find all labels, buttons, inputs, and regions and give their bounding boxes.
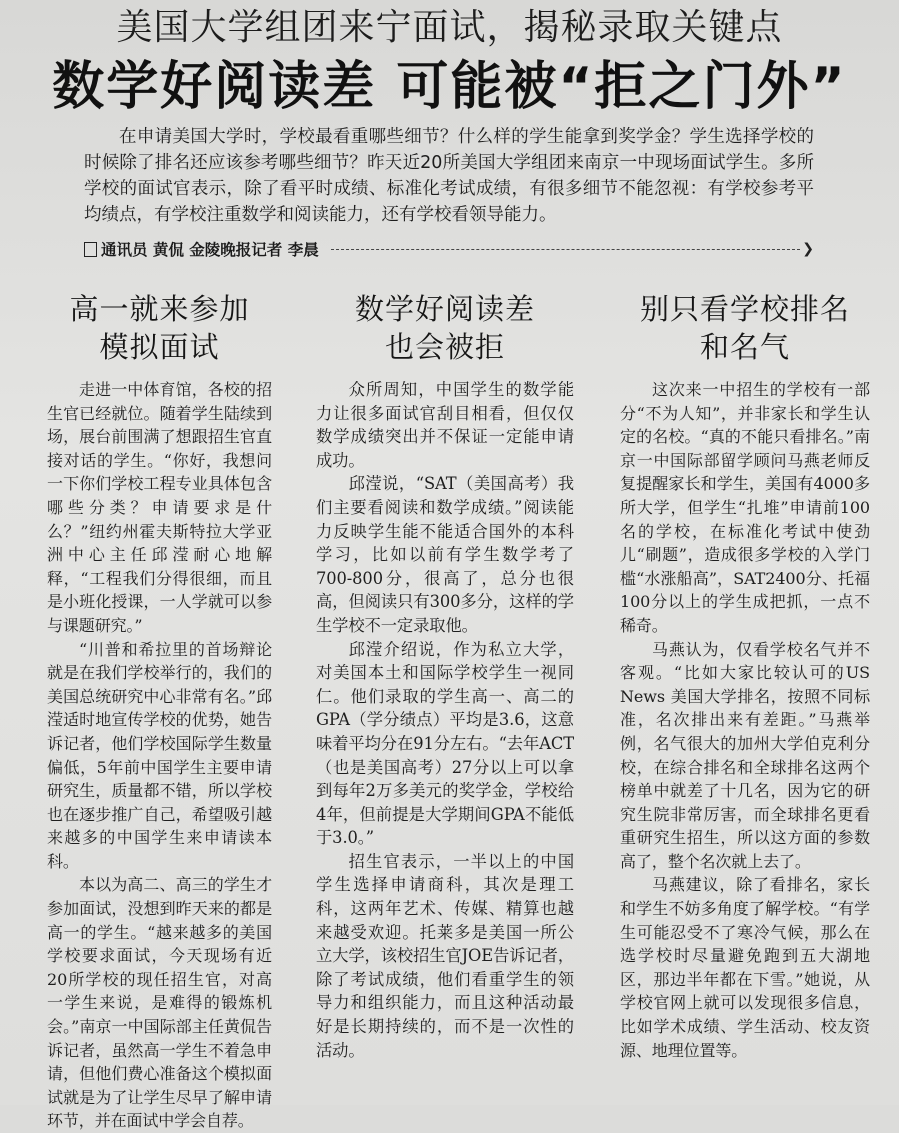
column-heading-line: 数学好阅读差 xyxy=(354,292,535,326)
column-heading-line: 高一就来参加 xyxy=(69,292,250,326)
paragraph: 马燕建议，除了看排名，家长和学生不妨多角度了解学校。“有学生可能忍受不了寒冷气候，那么在选学校时尽量避免跑到五大湖地区，那边半年都在下雪。”她说，从学校官网上就可以发现很多信息，比如学术成绩、学生活动、校友资源、地理位置等。 xyxy=(620,875,870,1060)
column-2 xyxy=(316,290,574,1062)
paragraph: “川普和希拉里的首场辩论就是在我们学校举行的，我们的美国总统研究中心非常有名。”邱滢适时地宣传学校的优势，她告诉记者，他们学校国际学生数量偏低，5年前中国学生主要申请研究生，质量都不错，所以学校也在逐步推广自己，希望吸引越来越多的中国学生来申请读本科。 xyxy=(47,639,272,871)
byline-box-icon xyxy=(84,242,97,257)
byline-text: 通讯员 黄侃 金陵晚报记者 李晨 xyxy=(101,241,319,259)
column-heading-line: 也会被拒 xyxy=(384,330,505,364)
column-heading xyxy=(316,290,574,366)
column-body xyxy=(316,378,574,1062)
column-heading-line: 和名气 xyxy=(699,330,790,364)
paragraph: 邱滢介绍说，作为私立大学，对美国本土和国际学校学生一视同仁。他们录取的学生高一、高二的GPA（学分绩点）平均是3.6，这意味着平均分在91分左右。“去年ACT（也是美国高考）27分以上可以拿到每年2万多美元的奖学金，学校给4年，但前提是大学期间GPA不能低于3.0。” xyxy=(316,639,574,848)
column-heading-line: 别只看学校排名 xyxy=(639,292,850,326)
paragraph: 众所周知，中国学生的数学能力让很多面试官刮目相看，但仅仅数学成绩突出并不保证一定能申请成功。 xyxy=(316,380,574,470)
column-body xyxy=(47,378,272,1133)
column-1 xyxy=(47,290,272,1133)
article-subhead: 美国大学组团来宁面试，揭秘录取关键点 xyxy=(116,7,783,48)
column-body xyxy=(620,378,870,1062)
paragraph: 这次来一中招生的学校有一部分“不为人知”，并非家长和学生认定的名校。“真的不能只看排名。”南京一中国际部留学顾问马燕老师反复提醒家长和学生，美国有4000多所大学，但学生“扎堆”申请前100名的学校，在标准化考试中使劲儿“刷题”，造成很多学校的入学门槛“水涨船高”，SAT2400分、托福100分以上的学生成把抓，一点不稀奇。 xyxy=(620,380,870,635)
column-heading xyxy=(47,290,272,366)
paragraph: 招生官表示，一半以上的中国学生选择申请商科，其次是理工科，这两年艺术、传媒、精算也越来越受欢迎。托莱多是美国一所公立大学，该校招生官JOE告诉记者，除了考试成绩，他们看重学生的领导力和组织能力，而且这种活动最好是长期持续的，而不是一次性的活动。 xyxy=(316,851,574,1060)
byline xyxy=(84,237,814,261)
article-lede: 在申请美国大学时，学校最看重哪些细节？什么样的学生能拿到奖学金？学生选择学校的时候除了排名还应该参考哪些细节？昨天近20所美国大学组团来南京一中现场面试学生。多所学校的面试官表示，除了看平时成绩、标准化考试成绩，有很多细节不能忽视：有学校参考平均绩点，有学校注重数学和阅读能力，还有学校看领导能力。 xyxy=(84,127,814,225)
column-heading xyxy=(620,290,870,366)
paragraph: 马燕认为，仅看学校名气并不客观。“比如大家比较认可的US News 美国大学排名，按照不同标准，名次排出来有差距。”马燕举例，名气很大的加州大学伯克利分校，在综合排名和全球排名这两个榜单中就差了十几名，因为它的研究生院非常厉害，而全球排名更看重研究生招生，所以这方面的参数高了，整个名次就上去了。 xyxy=(620,639,870,871)
paragraph: 走进一中体育馆，各校的招生官已经就位。随着学生陆续到场，展台前围满了想跟招生官直接对话的学生。“你好，我想问一下你们学校工程专业具体包含哪些分类？申请要求是什么？”纽约州霍夫斯特拉大学亚洲中心主任邱滢耐心地解释，“工程我们分得很细，而且是小班化授课，一人学就可以参与课题研究。” xyxy=(47,380,272,635)
byline-arrow-icon: ❯ xyxy=(802,241,814,257)
article-headline: 数学好阅读差 可能被“拒之门外” xyxy=(52,57,847,117)
column-heading-line: 模拟面试 xyxy=(99,330,220,364)
paragraph: 邱滢说，“SAT（美国高考）我们主要看阅读和数学成绩。”阅读能力反映学生能不能适合国外的本科学习，比如以前有学生数学考了700-800分，很高了，总分也很高，但阅读只有300多分，这样的学生学校不一定录取他。 xyxy=(316,474,574,635)
column-3 xyxy=(620,290,870,1062)
byline-divider xyxy=(331,249,801,250)
paragraph: 本以为高二、高三的学生才参加面试，没想到昨天来的都是高一的学生。“越来越多的美国学校要求面试，今天现场有近20所学校的现任招生官，对高一学生来说，是难得的锻炼机会。”南京一中国际部主任黄侃告诉记者，虽然高一学生不着急申请，但他们费心准备这个模拟面试就是为了让学生尽早了解申请环节，并在面试中学会自荐。 xyxy=(47,875,272,1131)
